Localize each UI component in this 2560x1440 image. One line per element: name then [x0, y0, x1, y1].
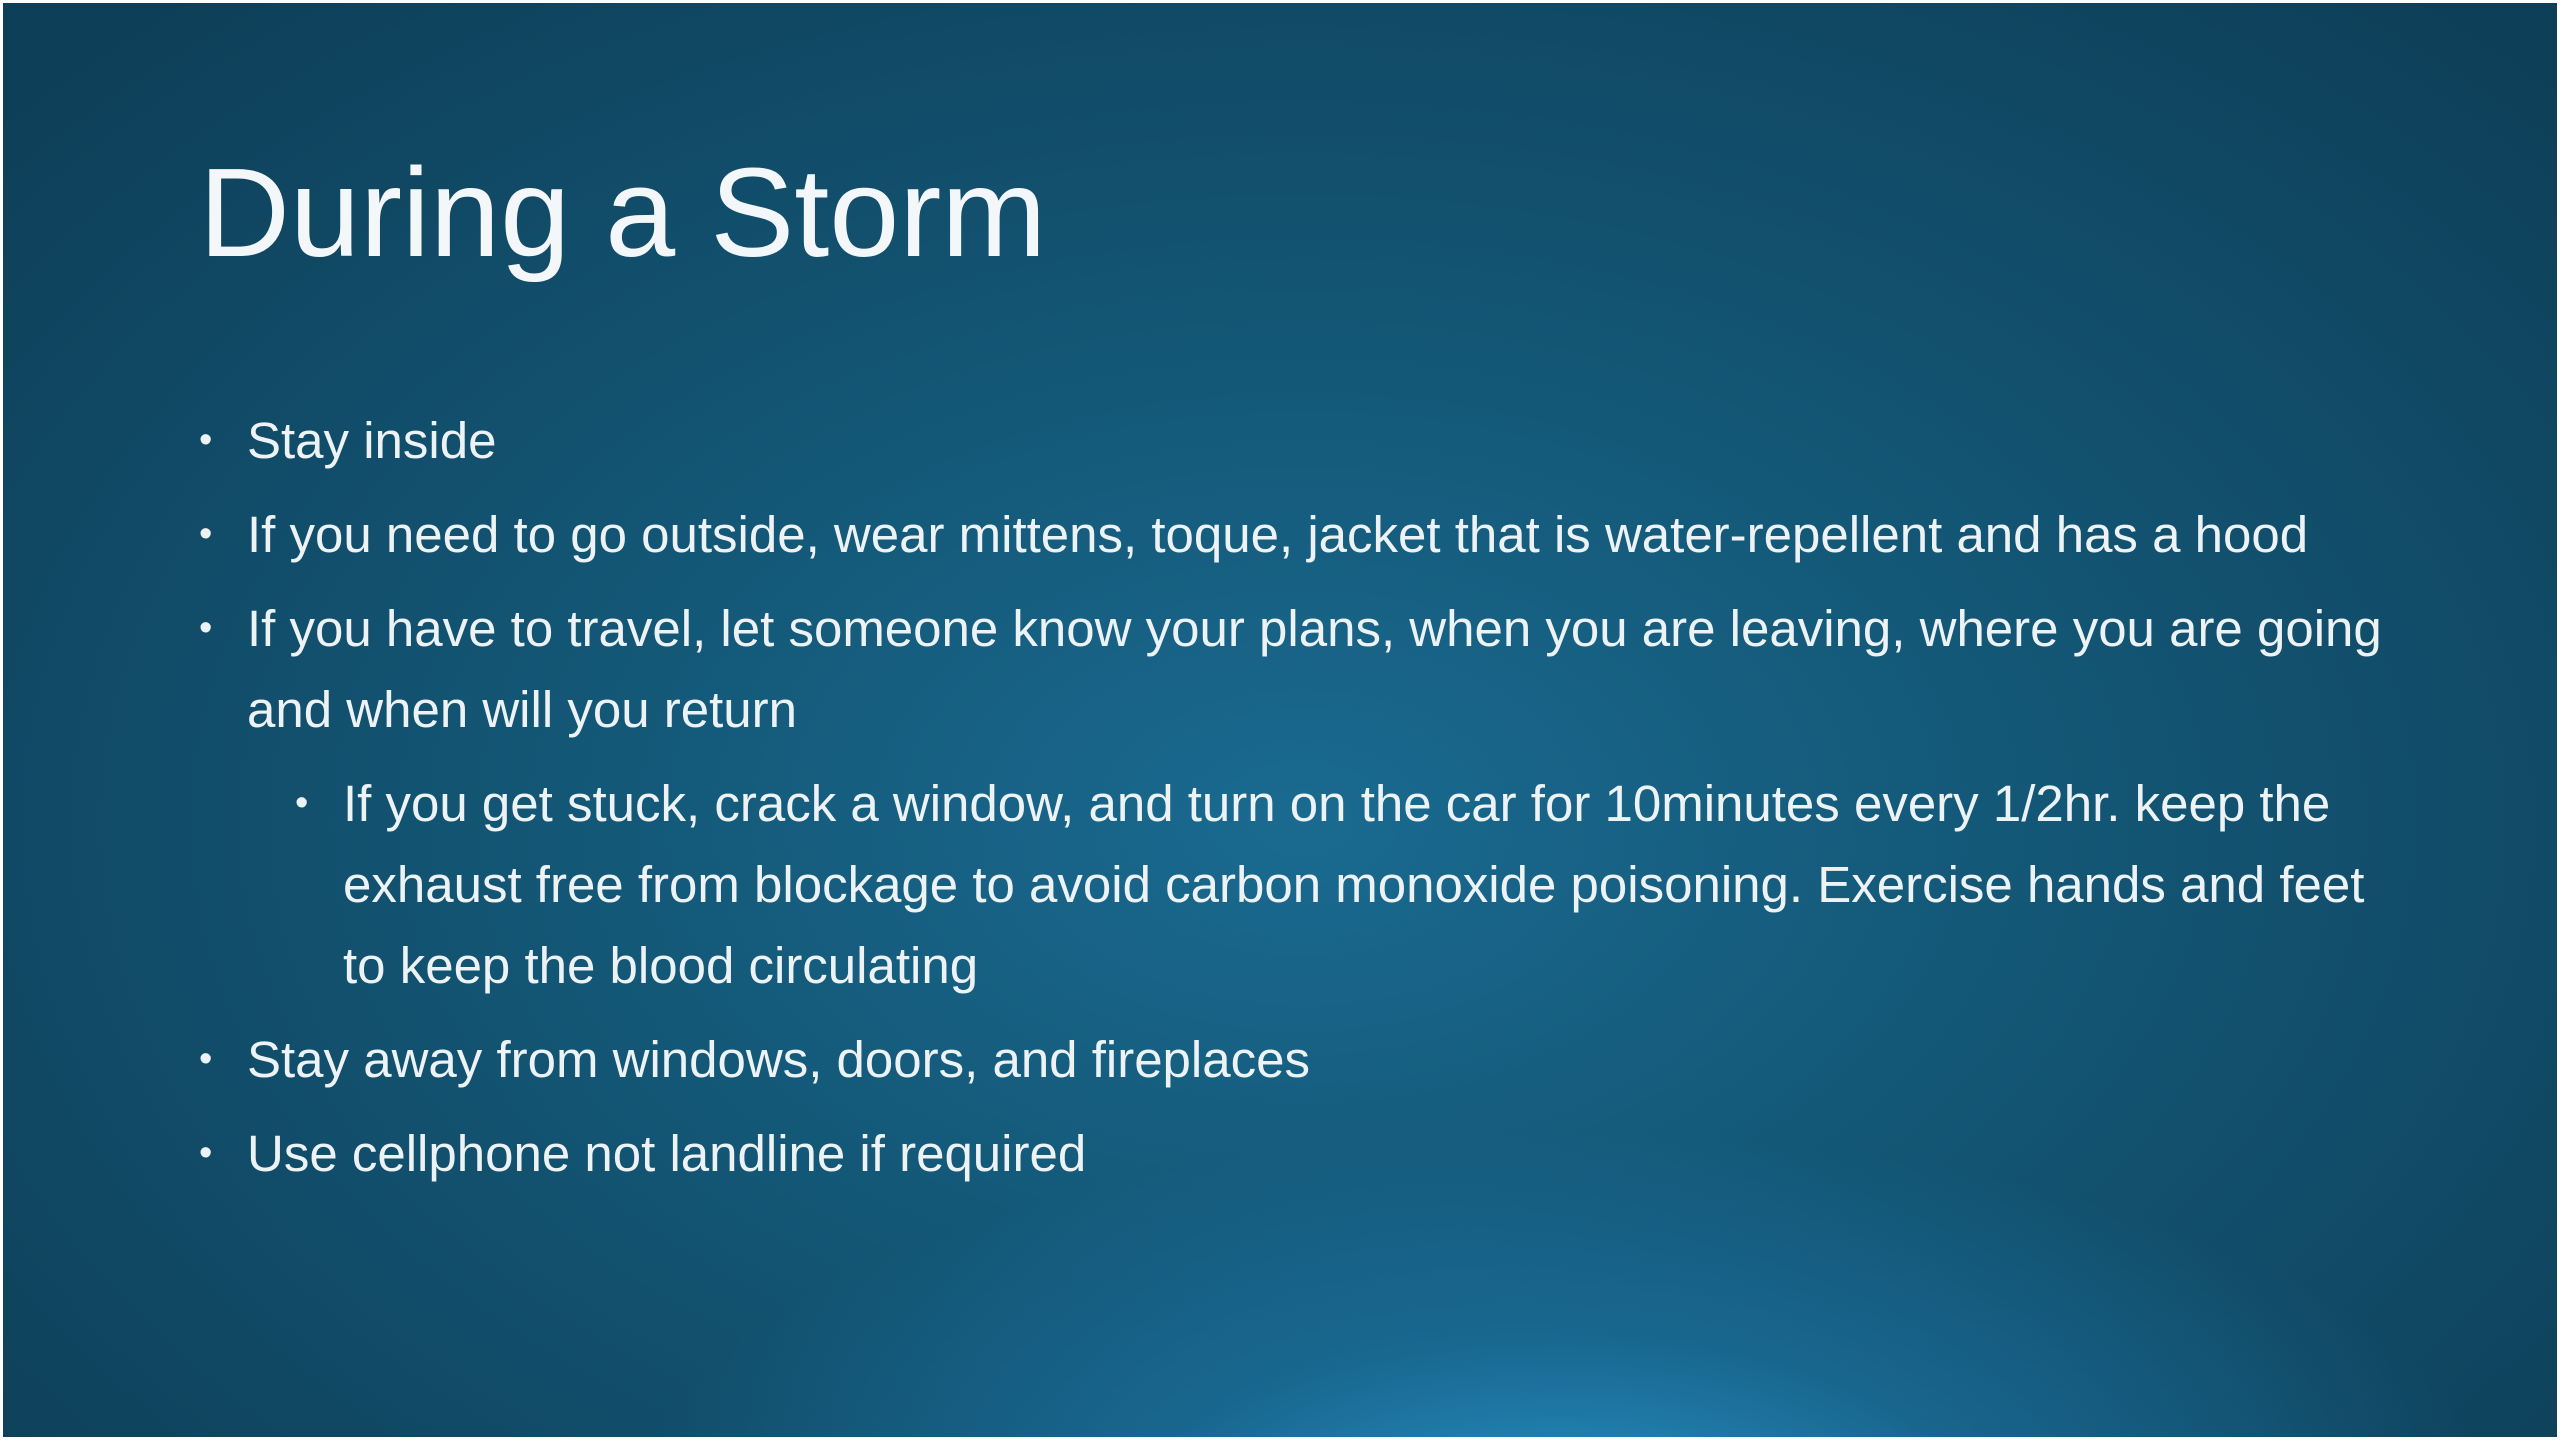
- bullet-dot-icon: •: [199, 419, 213, 461]
- slide-title: During a Storm: [199, 142, 1047, 283]
- bullet-dot-icon: •: [199, 607, 213, 649]
- bullet-item: [199, 400, 2389, 481]
- bullet-list: [199, 400, 2389, 1207]
- bullet-item: [199, 588, 2389, 750]
- bullet-dot-icon: •: [295, 782, 309, 824]
- bullet-dot-icon: •: [199, 1132, 213, 1174]
- bullet-item: [199, 1019, 2389, 1100]
- bullet-text: If you get stuck, crack a window, and turn on the car for 10minutes every 1/2hr. keep the exhaust free from blockage to avoid carbon monoxide poisoning. Exercise hands and feet to keep the blood circulating: [343, 775, 2365, 994]
- bullet-text: Stay away from windows, doors, and fireplaces: [247, 1031, 1310, 1088]
- bullet-dot-icon: •: [199, 1038, 213, 1080]
- bullet-text: If you need to go outside, wear mittens, toque, jacket that is water-repellent and has a hood: [247, 506, 2309, 563]
- bullet-text: Stay inside: [247, 412, 497, 469]
- bullet-text: If you have to travel, let someone know your plans, when you are leaving, where you are going and when will you return: [247, 600, 2382, 738]
- slide: [3, 3, 2557, 1437]
- bullet-item: [199, 494, 2389, 575]
- bullet-item: [199, 1113, 2389, 1194]
- bullet-dot-icon: •: [199, 513, 213, 555]
- sub-bullet-item: [199, 763, 2389, 1006]
- bullet-text: Use cellphone not landline if required: [247, 1125, 1087, 1182]
